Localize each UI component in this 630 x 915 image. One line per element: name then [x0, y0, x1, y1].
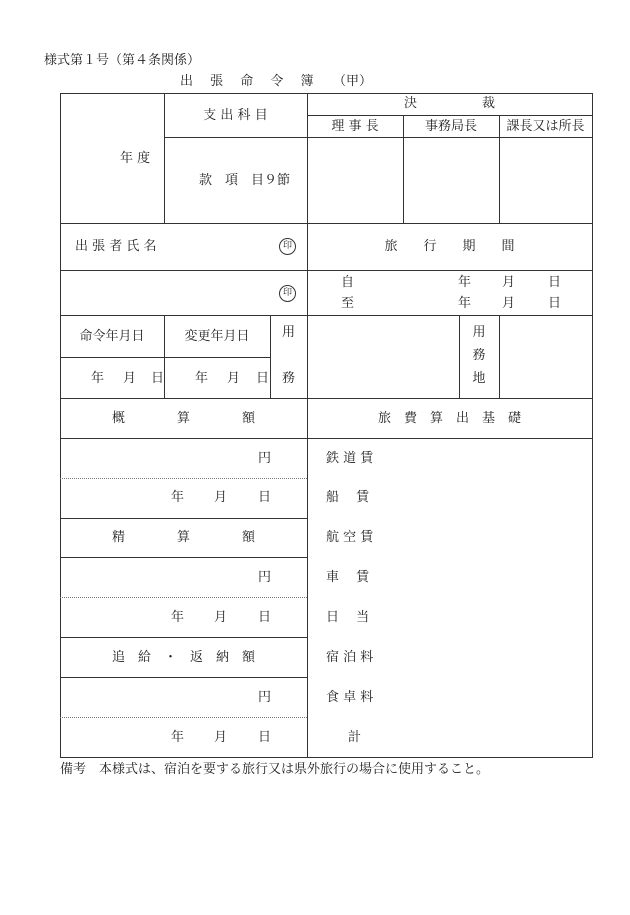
- period-to-label: 至: [341, 296, 355, 311]
- basis-air: 航 空 賃: [326, 530, 374, 545]
- place-chi-label: 地: [472, 371, 486, 386]
- table-border-right: [592, 93, 593, 758]
- basis-label: 旅 費 算 出 基 礎: [377, 411, 521, 426]
- period-from-day: 日: [548, 275, 562, 290]
- basis-car: 車 賃: [326, 570, 370, 585]
- divider-additional: [60, 677, 307, 678]
- basis-lodging: 宿 泊 料: [326, 650, 374, 665]
- period-from-month: 月: [502, 275, 516, 290]
- change-date-day: 日: [256, 371, 270, 386]
- dotted-estimate-yen: [60, 478, 307, 479]
- change-date-label: 変更年月日: [184, 329, 250, 344]
- divider-settlement: [60, 557, 307, 558]
- divider-approvers: [307, 137, 592, 138]
- traveler-name-label: 出 張 者 氏 名: [75, 239, 157, 254]
- basis-daily: 日 当: [326, 610, 370, 625]
- section-chief-label: 課長又は所長: [506, 119, 585, 134]
- divider-period: [60, 315, 593, 316]
- settlement-day: 日: [258, 610, 272, 625]
- basis-meal: 食 卓 料: [326, 690, 374, 705]
- additional-year: 年: [171, 730, 185, 745]
- divider-order-row: [60, 357, 270, 358]
- page-title: 出 張 命 令 簿 （甲）: [180, 74, 373, 89]
- director-label: 理 事 長: [331, 119, 379, 134]
- additional-month: 月: [214, 730, 228, 745]
- settlement-month: 月: [214, 610, 228, 625]
- divider-decision: [307, 115, 592, 116]
- table-border-bottom: [60, 757, 593, 758]
- order-date-month: 月: [123, 371, 137, 386]
- divider-top-section: [60, 223, 593, 224]
- estimate-label: 概 算 額: [111, 411, 255, 426]
- kan-kou-moku-label: 款 項 目９節: [199, 173, 291, 188]
- divider-budget: [164, 137, 307, 138]
- period-to-year: 年: [458, 296, 472, 311]
- travel-period-label: 旅 行 期 間: [384, 239, 515, 254]
- form-number: 様式第１号（第４条関係）: [44, 53, 201, 68]
- additional-yen-label: 円: [258, 690, 272, 705]
- change-date-year: 年: [195, 371, 209, 386]
- period-to-day: 日: [548, 296, 562, 311]
- seal-icon: 印: [279, 285, 296, 302]
- divider-order-section: [60, 398, 593, 399]
- place-yo-label: 用: [472, 325, 486, 340]
- basis-ship: 船 賃: [326, 490, 370, 505]
- settlement-year: 年: [171, 610, 185, 625]
- divider-estimate: [60, 518, 307, 519]
- additional-day: 日: [258, 730, 272, 745]
- table-border-top: [60, 93, 593, 94]
- secretariat-label: 事務局長: [424, 119, 477, 134]
- purpose-yo-label: 用: [281, 325, 295, 340]
- basis-total: 計: [348, 730, 362, 745]
- period-from-year: 年: [458, 275, 472, 290]
- fiscal-year-label: 年 度: [120, 151, 151, 166]
- budget-item-label: 支 出 科 目: [203, 108, 268, 123]
- settlement-label: 精 算 額: [111, 530, 255, 545]
- basis-rail: 鉄 道 賃: [326, 451, 374, 466]
- additional-label: 追 給 ・ 返 納 額: [111, 650, 255, 665]
- divider-traveler: [60, 270, 593, 271]
- estimate-year: 年: [171, 490, 185, 505]
- divider-place-right: [499, 315, 500, 398]
- dotted-additional-yen: [60, 717, 307, 718]
- divider-settlement-date: [60, 637, 307, 638]
- change-date-month: 月: [227, 371, 241, 386]
- order-date-label: 命令年月日: [79, 329, 145, 344]
- remark-text: 備考 本様式は、宿泊を要する旅行又は県外旅行の場合に使用すること。: [60, 762, 490, 777]
- estimate-yen-label: 円: [258, 451, 272, 466]
- period-from-label: 自: [341, 275, 355, 290]
- divider-estimate-header: [60, 438, 593, 439]
- dotted-settlement-yen: [60, 597, 307, 598]
- order-date-day: 日: [151, 371, 165, 386]
- purpose-mu-label: 務: [281, 371, 295, 386]
- period-to-month: 月: [502, 296, 516, 311]
- order-date-year: 年: [91, 371, 105, 386]
- place-mu-label: 務: [472, 348, 486, 363]
- seal-icon: 印: [279, 238, 296, 255]
- settlement-yen-label: 円: [258, 570, 272, 585]
- estimate-day: 日: [258, 490, 272, 505]
- decision-label: 決 裁: [403, 96, 495, 111]
- estimate-month: 月: [214, 490, 228, 505]
